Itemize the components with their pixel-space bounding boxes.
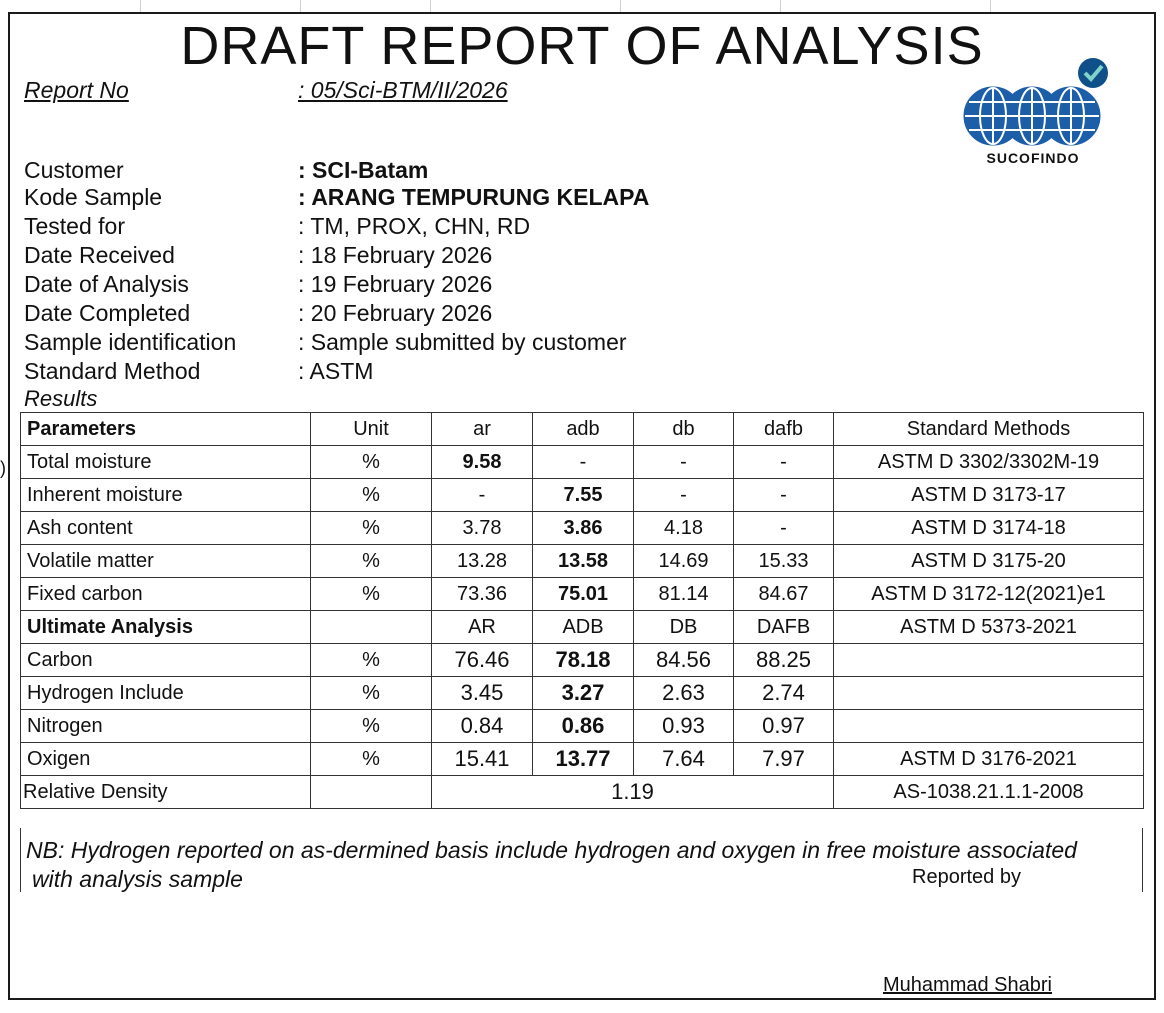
table-cell: 0.86: [533, 710, 634, 743]
header-cell: Unit: [311, 413, 432, 446]
info-value-sample-identification: : Sample submitted by customer: [298, 329, 627, 355]
table-cell: -: [734, 446, 834, 479]
table-cell: %: [311, 446, 432, 479]
table-row: [21, 545, 1144, 578]
table-cell: 7.55: [533, 479, 634, 512]
signer-name: Muhammad Shabri: [883, 974, 1052, 996]
table-cell: AR: [432, 611, 533, 644]
header-cell: db: [634, 413, 734, 446]
table-cell: 0.93: [634, 710, 734, 743]
info-value-standard-method: : ASTM: [298, 358, 374, 384]
table-cell: Total moisture: [21, 446, 311, 479]
table-cell: 13.77: [533, 743, 634, 776]
results-table: [20, 412, 1144, 809]
table-cell: 3.27: [533, 677, 634, 710]
table-cell: 13.58: [533, 545, 634, 578]
table-cell: Oxigen: [21, 743, 311, 776]
header-cell: Standard Methods: [834, 413, 1144, 446]
page-title: DRAFT REPORT OF ANALYSIS: [180, 16, 984, 76]
note-right-border: [1142, 828, 1143, 892]
density-label: Relative Density: [21, 776, 311, 809]
table-row: [21, 644, 1144, 677]
table-cell: 0.84: [432, 710, 533, 743]
table-cell: ADB: [533, 611, 634, 644]
table-cell: Carbon: [21, 644, 311, 677]
table-cell: ASTM D 3172-12(2021)e1: [834, 578, 1144, 611]
table-cell: %: [311, 545, 432, 578]
table-cell: 2.63: [634, 677, 734, 710]
note-left-border: [20, 828, 21, 892]
report-no-label: Report No: [24, 77, 129, 103]
density-unit: [311, 776, 432, 809]
table-cell: -: [634, 479, 734, 512]
table-cell: -: [634, 446, 734, 479]
info-label-kode-sample: Kode Sample: [24, 184, 163, 210]
table-cell: [834, 710, 1144, 743]
table-cell: ASTM D 5373-2021: [834, 611, 1144, 644]
header-cell: ar: [432, 413, 533, 446]
info-value-date-completed: : 20 February 2026: [298, 300, 493, 326]
table-cell: 75.01: [533, 578, 634, 611]
table-cell: DB: [634, 611, 734, 644]
table-cell: 3.45: [432, 677, 533, 710]
info-label-date-completed: Date Completed: [24, 300, 191, 326]
table-cell: 15.33: [734, 545, 834, 578]
table-row: [21, 512, 1144, 545]
table-cell: ASTM D 3173-17: [834, 479, 1144, 512]
table-cell: %: [311, 578, 432, 611]
info-value-customer: : SCI-Batam: [298, 157, 429, 183]
info-label-tested-for: Tested for: [24, 213, 125, 239]
table-cell: -: [533, 446, 634, 479]
density-method: AS-1038.21.1.1-2008: [834, 776, 1144, 809]
table-cell: 13.28: [432, 545, 533, 578]
table-cell: 14.69: [634, 545, 734, 578]
table-cell: 84.56: [634, 644, 734, 677]
table-cell: %: [311, 677, 432, 710]
table-cell: [834, 677, 1144, 710]
info-label-date-analysis: Date of Analysis: [24, 271, 189, 297]
note-line-2: with analysis sample: [32, 866, 243, 892]
table-cell: [834, 644, 1144, 677]
table-cell: 2.74: [734, 677, 834, 710]
note-line-1: NB: Hydrogen reported on as-dermined basis include hydrogen and oxygen in free moisture associated: [26, 837, 1077, 863]
info-label-customer: Customer: [24, 157, 124, 183]
table-row: [21, 743, 1144, 776]
table-cell: %: [311, 479, 432, 512]
table-cell: %: [311, 644, 432, 677]
logo-text: SUCOFINDO: [986, 150, 1080, 166]
reported-by-label: Reported by: [912, 866, 1021, 888]
table-cell: Volatile matter: [21, 545, 311, 578]
table-cell: ASTM D 3176-2021: [834, 743, 1144, 776]
table-cell: ASTM D 3175-20: [834, 545, 1144, 578]
table-cell: 76.46: [432, 644, 533, 677]
edge-mark: ): [0, 458, 6, 478]
info-value-date-received: : 18 February 2026: [298, 242, 493, 268]
table-cell: 0.97: [734, 710, 834, 743]
table-cell: Ash content: [21, 512, 311, 545]
table-row: [21, 578, 1144, 611]
table-row: [21, 446, 1144, 479]
info-value-tested-for: : TM, PROX, CHN, RD: [298, 213, 531, 239]
table-cell: Inherent moisture: [21, 479, 311, 512]
table-row: [21, 479, 1144, 512]
table-cell: 3.86: [533, 512, 634, 545]
info-label-sample-identification: Sample identification: [24, 329, 237, 355]
table-row: [21, 710, 1144, 743]
table-cell: Fixed carbon: [21, 578, 311, 611]
table-cell: 73.36: [432, 578, 533, 611]
table-cell: 78.18: [533, 644, 634, 677]
table-cell: 7.64: [634, 743, 734, 776]
spreadsheet-gridlines: [0, 0, 1164, 12]
info-label-date-received: Date Received: [24, 242, 175, 268]
table-cell: DAFB: [734, 611, 834, 644]
table-row: [21, 677, 1144, 710]
table-header-row: [21, 413, 1144, 446]
table-cell: 3.78: [432, 512, 533, 545]
table-cell: ASTM D 3302/3302M-19: [834, 446, 1144, 479]
table-cell: 88.25: [734, 644, 834, 677]
info-label-standard-method: Standard Method: [24, 358, 201, 384]
table-cell: 15.41: [432, 743, 533, 776]
table-cell: Nitrogen: [21, 710, 311, 743]
table-cell: 84.67: [734, 578, 834, 611]
results-label: Results: [24, 386, 98, 411]
density-row: [21, 776, 1144, 809]
table-cell: 81.14: [634, 578, 734, 611]
table-cell: -: [734, 479, 834, 512]
table-cell: %: [311, 743, 432, 776]
header-cell: adb: [533, 413, 634, 446]
info-value-date-analysis: : 19 February 2026: [298, 271, 493, 297]
check-badge-icon: [1078, 58, 1108, 88]
info-value-kode-sample: : ARANG TEMPURUNG KELAPA: [298, 184, 650, 210]
table-cell: Ultimate Analysis: [21, 611, 311, 644]
table-cell: %: [311, 710, 432, 743]
table-cell: 9.58: [432, 446, 533, 479]
table-cell: [311, 611, 432, 644]
report-no-value: : 05/Sci-BTM/II/2026: [298, 77, 508, 103]
table-cell: -: [734, 512, 834, 545]
table-cell: ASTM D 3174-18: [834, 512, 1144, 545]
table-cell: Hydrogen Include: [21, 677, 311, 710]
header-cell: Parameters: [21, 413, 311, 446]
density-value: 1.19: [432, 776, 834, 809]
table-row: [21, 611, 1144, 644]
header-cell: dafb: [734, 413, 834, 446]
table-cell: -: [432, 479, 533, 512]
table-cell: %: [311, 512, 432, 545]
table-cell: 7.97: [734, 743, 834, 776]
table-cell: 4.18: [634, 512, 734, 545]
